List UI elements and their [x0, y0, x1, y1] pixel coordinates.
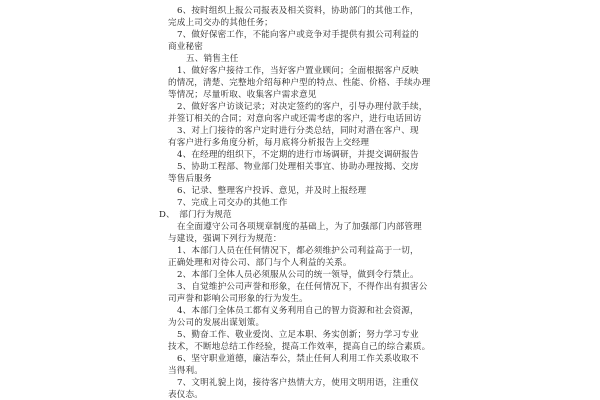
document-body [159, 2, 432, 400]
text-line: 等售后服务 [168, 174, 212, 184]
text-line: 7、做好保密工作，不能向客户或竞争对手提供有损公司利益的 [177, 30, 419, 40]
section-heading: 五、销售主任 [186, 54, 239, 64]
text-line: 5、勤奋工作、敬业爱岗、立足本职、务实创新；努力学习专业 [177, 330, 419, 340]
text-line: 5、协助工程部、物业部门处理相关事宜、协助办理按揭、交房 [177, 162, 419, 172]
section-heading: D、 部门行为规范 [159, 210, 232, 220]
text-line: 当得利。 [168, 366, 203, 376]
text-line: 技术，不断地总结工作经验，提高工作效率，提高自己的综合素质。 [168, 342, 431, 352]
text-line: 2、本部门全体人员必须服从公司的统一领导，做到令行禁止。 [177, 270, 419, 280]
text-line: 3、对上门接待的客户定时进行分类总结，同时对潜在客户、现 [177, 126, 419, 136]
text-line: 与建设，强调下列行为规范： [168, 234, 282, 244]
text-line: 4、在经理的组织下，不定期的进行市场调研，并提交调研报告 [177, 150, 419, 160]
text-line: 正确处理和对待公司、部门与个人利益的关系。 [168, 258, 352, 268]
text-line: 2、做好客户访谈记录；对决定签约的客户，引导办理付款手续， [177, 102, 428, 112]
text-line: 商业秘密 [168, 42, 203, 52]
text-line: 并签订相关的合同；对意向客户或还需考虑的客户，进行电话回访 [168, 114, 422, 124]
text-line: 1、本部门人员在任何情况下，都必须维护公司利益高于一切， [177, 246, 419, 256]
text-line: 在全面遵守公司各项规章制度的基础上，为了加强部门内部管理 [177, 222, 422, 232]
text-line: 司声誉和影响公司形象的行为发生。 [168, 294, 308, 304]
text-line: 7、文明礼貌上岗，接待客户热情大方，使用文明用语，注重仪 [177, 378, 419, 388]
text-line: 6、记录、整理客户投诉、意见，并及时上报经理 [177, 186, 367, 196]
text-line: 4、本部门全体员工都有义务利用自己的智力资源和社会资源， [177, 306, 419, 316]
text-line: 7、完成上司交办的其他工作 [177, 198, 288, 208]
text-line: 完成上司交办的其他任务； [168, 18, 273, 28]
text-line: 等情况；尽量听取、收集客户需求意见 [168, 90, 317, 100]
text-line: 为公司的发展出谋划策。 [168, 318, 265, 328]
text-line: 1、做好客户接待工作，当好客户置业顾问；全面根据客户反映 [177, 66, 419, 76]
text-line: 6、坚守职业道德，廉洁奉公，禁止任何人利用工作关系收取不 [177, 354, 419, 364]
text-line: 有客户进行多角度分析，每月底将分析报告上交经理 [168, 138, 370, 148]
text-line: 3、自觉维护公司声誉和形象，在任何情况下，不得作出有损害公 [177, 282, 428, 292]
text-line: 的情况，清楚、完整地介绍每种户型的特点、性能、价格、手续办理 [168, 78, 431, 88]
text-line: 表仪态。 [168, 390, 203, 400]
text-line: 6、按时组织上报公司报表及相关资料，协助部门的其他工作， [177, 6, 419, 16]
